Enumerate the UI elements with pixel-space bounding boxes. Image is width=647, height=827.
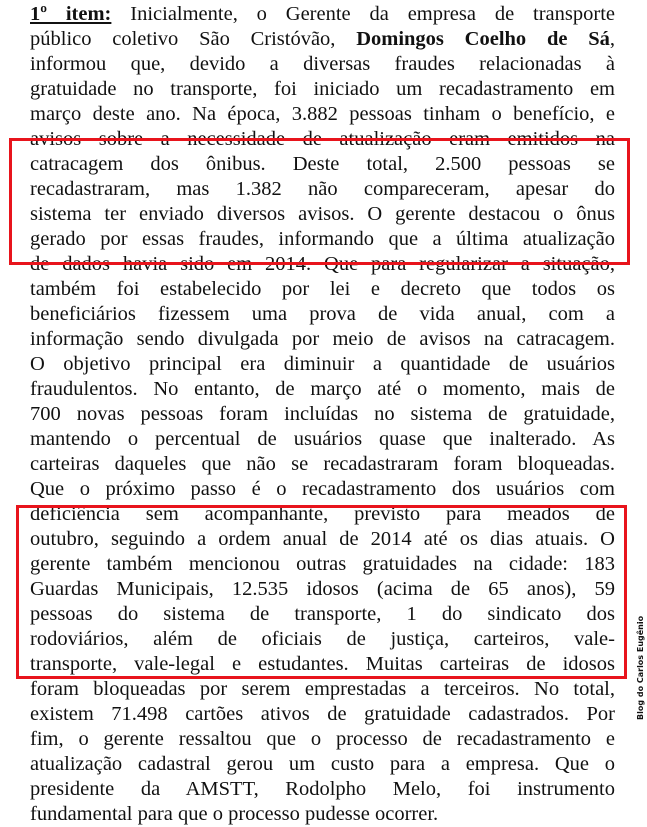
text-line-1: 1º item: Inicialmente, o Gerente da empresa de transporte [30,3,615,25]
text-line-24: Guardas Municipais, 12.535 idosos (acima de 65 anos), 59 [30,578,615,600]
text-line-17: 700 novas pessoas foram incluídas no sistema de gratuidade, [30,403,615,425]
text-line-32: presidente da AMSTT, Rodolpho Melo, foi instrumento [30,778,615,800]
text-line-31: atualização cadastral gerou um custo para a empresa. Que o [30,753,615,775]
text-line-27: transporte, vale-legal e estudantes. Muitas carteiras de idosos [30,653,615,675]
text-line-26: rodoviários, além de oficiais de justiça, carteiros, vale- [30,628,615,650]
text-line-20: Que o próximo passo é o recadastramento dos usuários com [30,478,615,500]
blog-credit-text: Blog do Carlos Eugênio [636,615,645,720]
text-line-4: gratuidade no transporte, foi iniciado um recadastramento em [30,78,615,100]
text-line-6: avisos sobre a necessidade de atualização eram emitidos na [30,128,615,150]
text-line-14: informação sendo divulgada por meio de avisos na catracagem. [30,328,615,350]
text-line-2: público coletivo São Cristóvão, Domingos Coelho de Sá, [30,28,615,50]
text-line-23: gerente também mencionou outras gratuidades na cidade: 183 [30,553,615,575]
text-line-30: fim, o gerente ressaltou que o processo de recadastramento e [30,728,615,750]
text-line-8: recadastraram, mas 1.382 não compareceram, apesar do [30,178,615,200]
text-line-21: deficiência sem acompanhante, previsto para meados de [30,503,615,525]
text-line-7: catracagem dos ônibus. Deste total, 2.500 pessoas se [30,153,615,175]
text-line-9: sistema ter enviado diversos avisos. O gerente destacou o ônus [30,203,615,225]
item-label: 1º item: [30,3,112,25]
text-line-19: carteiras daqueles que não se recadastraram foram bloqueadas. [30,453,615,475]
text-line-12: também foi estabelecido por lei e decreto que todos os [30,278,615,300]
text-line-18: mantendo o percentual de usuários quase que inalterado. As [30,428,615,450]
text-line-10: gerado por essas fraudes, informando que a última atualização [30,228,615,250]
text-line-16: fraudulentos. No entanto, de março até o momento, mais de [30,378,615,400]
text-line-28: foram bloqueadas por serem emprestadas a terceiros. No total, [30,678,615,700]
text-line-33: fundamental para que o processo pudesse ocorrer. [30,803,439,825]
article-text [30,2,615,827]
manager-name: Domingos Coelho de Sá [356,28,610,50]
blog-credit [636,615,647,729]
text-line-15: O objetivo principal era diminuir a quantidade de usuários [30,353,615,375]
text-line-3: informou que, devido a diversas fraudes relacionadas à [30,53,615,75]
text-line-5: março deste ano. Na época, 3.882 pessoas tinham o benefício, e [30,103,615,125]
text-line-25: pessoas do sistema de transporte, 1 do sindicato dos [30,603,615,625]
text-line-13: beneficiários fizessem uma prova de vida anual, com a [30,303,615,325]
text-line-11: de dados havia sido em 2014. Que para regularizar a situação, [30,253,615,275]
text-line-22: outubro, seguindo a ordem anual de 2014 até os dias atuais. O [30,528,615,550]
text-line-29: existem 71.498 cartões ativos de gratuidade cadastrados. Por [30,703,615,725]
